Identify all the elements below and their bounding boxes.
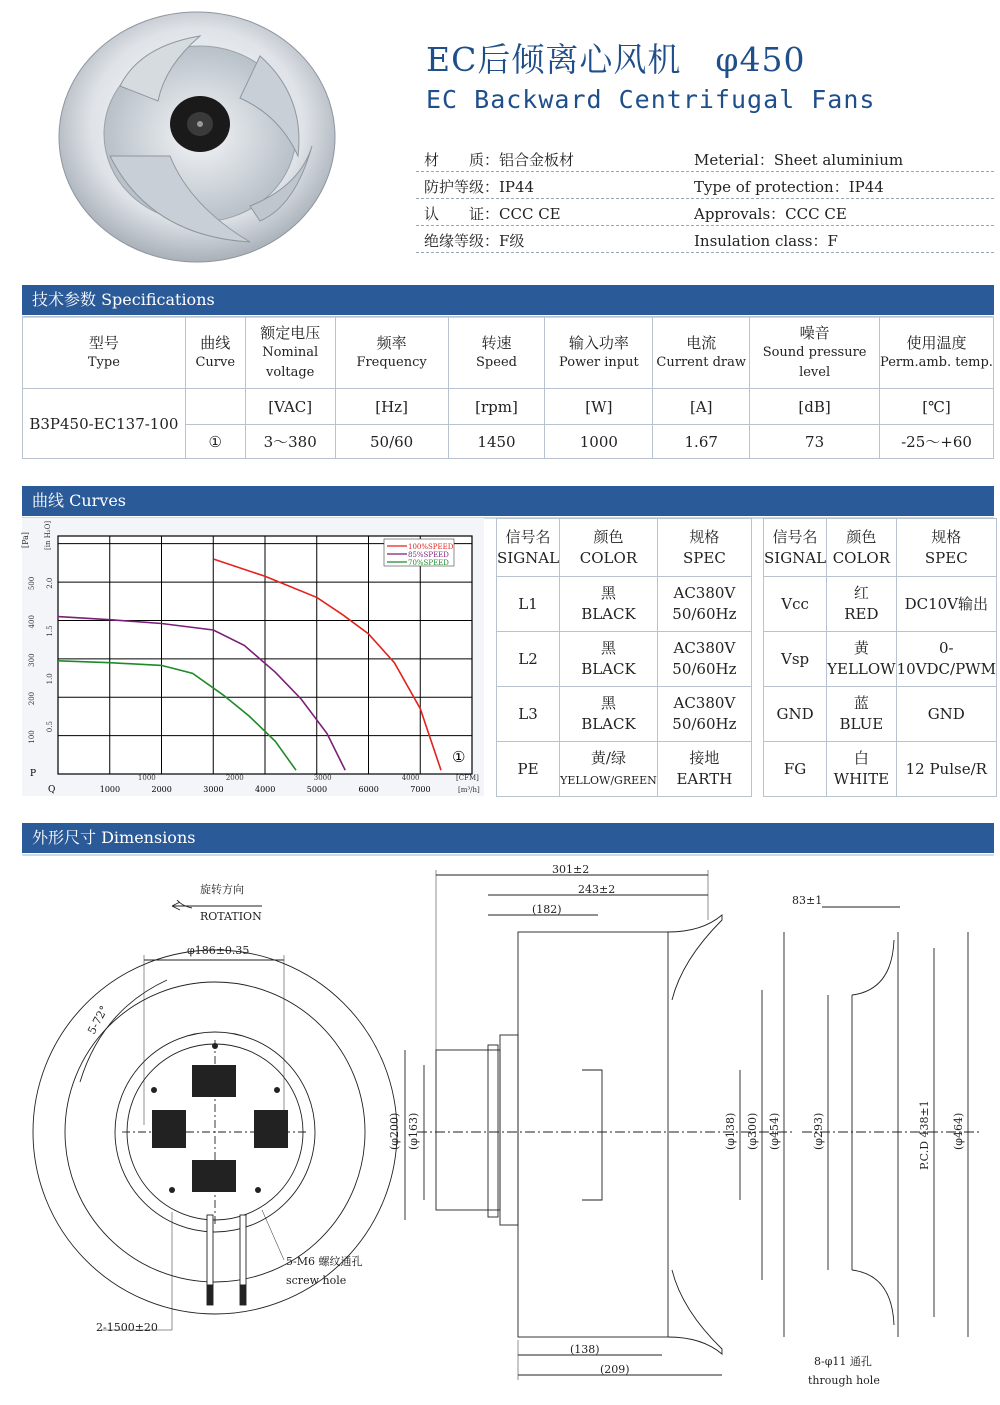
header-current: 电流 Current draw [653, 317, 750, 389]
pcd-label: P.C.D 438±1 [918, 1100, 931, 1170]
header-spec: 规格 SPEC [896, 519, 996, 577]
diameter-454-label: (φ454) [768, 1112, 781, 1150]
legend [384, 539, 454, 567]
unit-cell: [dB] [750, 389, 880, 425]
signal-color: 黑 BLACK [560, 632, 658, 687]
header-power: 输入功率 Power input [545, 317, 653, 389]
performance-chart [22, 518, 484, 796]
noise-cell: 73 [750, 425, 880, 459]
signal-spec: 接地 EARTH [657, 742, 751, 797]
specifications-table [22, 316, 994, 459]
title-en: EC Backward Centrifugal Fans [426, 85, 876, 114]
width-209-label: (209) [600, 1363, 630, 1376]
legend-label: 70%SPEED [408, 559, 449, 567]
property-row: 防护等级：IP44 Type of protection：IP44 [416, 172, 994, 199]
signal-row [497, 742, 752, 797]
x2-tick-label: 3000 [313, 774, 332, 782]
signal-name: Vsp [764, 632, 827, 687]
through-hole-label-en: through hole [808, 1374, 880, 1387]
diameter-163-label: (φ163) [407, 1112, 420, 1150]
width-301-label: 301±2 [552, 863, 590, 876]
unit-cell: [℃] [880, 389, 994, 425]
unit-cell: [W] [545, 389, 653, 425]
signal-header-row [497, 519, 752, 577]
signal-spec: 12 Pulse/R [896, 742, 996, 797]
signal-row [497, 687, 752, 742]
q-axis-label: Q [48, 785, 56, 795]
signal-name: L3 [497, 687, 560, 742]
signal-row [764, 632, 997, 687]
signal-name: GND [764, 687, 827, 742]
signal-table-right [763, 518, 997, 797]
header-voltage: 额定电压 Nominal voltage [245, 317, 335, 389]
y-tick-label: 200 [28, 691, 36, 706]
signal-row [764, 687, 997, 742]
signal-color: 黑 BLACK [560, 577, 658, 632]
header-speed: 转速 Speed [448, 317, 545, 389]
diameter-464-label: (φ464) [952, 1112, 965, 1150]
signal-table-left [496, 518, 752, 797]
x2-tick-label: 2000 [225, 774, 244, 782]
property-row: 材 质：铝合金板材 Meterial：Sheet aluminium [416, 145, 994, 172]
signal-spec: AC380V 50/60Hz [657, 632, 751, 687]
x-tick-label: 7000 [410, 785, 431, 794]
property-list [416, 145, 994, 253]
performance-chart-svg [22, 518, 484, 796]
y-tick-label: 400 [28, 615, 36, 629]
x-tick-label: 3000 [203, 785, 224, 794]
voltage-cell: 3～380 [245, 425, 335, 459]
dimension-drawing-svg [22, 860, 994, 1400]
property-row: 认 证：CCC CE Approvals：CCC CE [416, 199, 994, 226]
x2-tick-label: 4000 [401, 774, 420, 782]
signal-name: L1 [497, 577, 560, 632]
x-tick-label: 5000 [306, 785, 328, 794]
diameter-300-label: (φ300) [746, 1112, 759, 1150]
signal-color: 黄/绿 YELLOW/GREEN [560, 742, 658, 797]
signal-spec: AC380V 50/60Hz [657, 577, 751, 632]
fan-product-photo [50, 6, 340, 268]
x2-unit-label: [CFM] [456, 774, 479, 782]
through-hole-label-cn: 8-φ11 通孔 [814, 1355, 872, 1368]
signal-name: Vcc [764, 577, 827, 632]
temperature-cell: -25～+60 [880, 425, 994, 459]
spec-unit-row [23, 389, 994, 425]
header-color: 颜色 COLOR [827, 519, 897, 577]
spec-header-row [23, 317, 994, 389]
x-unit-label: [m³/h] [458, 786, 480, 794]
signal-color: 红 RED [827, 577, 897, 632]
specifications-banner: 技术参数 Specifications [22, 285, 994, 315]
signal-spec: DC10V输出 [896, 577, 996, 632]
title-diameter: φ450 [715, 40, 806, 79]
header-spec: 规格 SPEC [657, 519, 751, 577]
y2-tick-label: 0.5 [46, 721, 54, 733]
header-frequency: 频率 Frequency [335, 317, 448, 389]
speed-cell: 1450 [448, 425, 545, 459]
width-83-label: 83±1 [792, 894, 823, 907]
signal-spec: GND [896, 687, 996, 742]
signal-color: 白 WHITE [827, 742, 897, 797]
signal-color: 蓝 BLUE [827, 687, 897, 742]
screw-hole-label-cn: 5-M6 螺纹通孔 [286, 1255, 363, 1268]
cable-length-label: 2-1500±20 [96, 1321, 158, 1334]
header-type: 型号 Type [23, 317, 186, 389]
y-unit-label: [Pa] [21, 531, 30, 548]
width-243-label: 243±2 [578, 883, 616, 896]
unit-blank [185, 389, 245, 425]
unit-cell: [A] [653, 389, 750, 425]
frequency-cell: 50/60 [335, 425, 448, 459]
signal-row [497, 577, 752, 632]
y-tick-label: 500 [28, 576, 36, 591]
header-signal: 信号名 SIGNAL [497, 519, 560, 577]
y-tick-label: 300 [28, 653, 36, 667]
curve-cell: ① [185, 425, 245, 459]
signal-spec: AC380V 50/60Hz [657, 687, 751, 742]
signal-row [764, 742, 997, 797]
width-182-label: (182) [532, 903, 562, 916]
legend-label: 100%SPEED [408, 543, 454, 551]
power-cell: 1000 [545, 425, 653, 459]
width-138-label: (138) [570, 1343, 600, 1356]
curve-marker: ① [452, 748, 466, 766]
title-cn: EC后倾离心风机 φ450 [426, 40, 806, 79]
x-tick-label: 6000 [358, 785, 379, 794]
diameter-200-label: (φ200) [388, 1112, 401, 1150]
signal-name: L2 [497, 632, 560, 687]
signal-spec: 0-10VDC/PWM [896, 632, 996, 687]
signal-name: PE [497, 742, 560, 797]
signal-row [497, 632, 752, 687]
unit-cell: [rpm] [448, 389, 545, 425]
property-row: 绝缘等级：F级 Insulation class：F [416, 226, 994, 253]
angle-label: 5-72° [85, 1003, 111, 1037]
product-header [0, 0, 1000, 272]
x-tick-label: 2000 [151, 785, 172, 794]
screw-hole-label-en: screw hole [286, 1274, 347, 1287]
curves-banner: 曲线 Curves [22, 486, 994, 516]
x-tick-label: 1000 [99, 785, 121, 794]
model-cell: B3P450-EC137-100 [23, 389, 186, 459]
signal-row [764, 577, 997, 632]
signal-name: FG [764, 742, 827, 797]
x2-tick-label: 1000 [137, 774, 156, 782]
diameter-186-label: φ186±0.35 [187, 944, 250, 957]
header-signal: 信号名 SIGNAL [764, 519, 827, 577]
diameter-293-label: (φ293) [812, 1112, 825, 1150]
unit-cell: [VAC] [245, 389, 335, 425]
legend-label: 85%SPEED [408, 551, 449, 559]
y2-tick-label: 1.0 [46, 673, 54, 685]
header-temperature: 使用温度 Perm.amb. temp. [880, 317, 994, 389]
unit-cell: [Hz] [335, 389, 448, 425]
rotation-label-cn: 旋转方向 [200, 883, 244, 896]
diameter-138-label: (φ138) [724, 1112, 737, 1150]
header-color: 颜色 COLOR [560, 519, 658, 577]
dimension-drawings [22, 860, 994, 1400]
header-curve: 曲线 Curve [185, 317, 245, 389]
rotation-label-en: ROTATION [200, 910, 262, 923]
signal-color: 黄 YELLOW [827, 632, 897, 687]
y-tick-label: 100 [28, 730, 36, 744]
p-axis-label: P [30, 769, 37, 779]
x-tick-label: 4000 [255, 785, 276, 794]
dimensions-banner: 外形尺寸 Dimensions [22, 823, 994, 853]
current-cell: 1.67 [653, 425, 750, 459]
y2-unit-label: [in H₂O] [44, 520, 52, 550]
y2-tick-label: 2.0 [46, 577, 54, 589]
header-noise: 噪音 Sound pressure level [750, 317, 880, 389]
y2-tick-label: 1.5 [46, 625, 54, 637]
signal-color: 黑 BLACK [560, 687, 658, 742]
signal-header-row [764, 519, 997, 577]
